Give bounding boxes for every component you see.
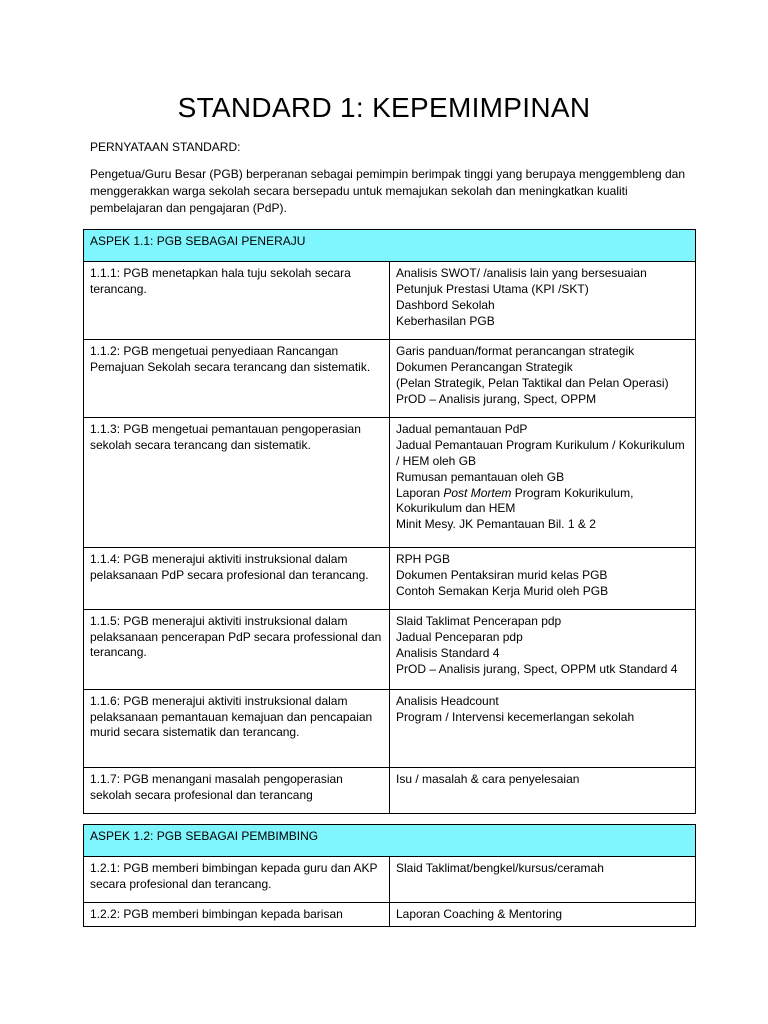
evidence-line: Laporan Post Mortem Program Kokurikulum, Kokurikulum dan HEM <box>396 485 634 515</box>
post-mortem-emphasis: Post Mortem <box>443 485 512 500</box>
evidence-line: Slaid Taklimat/bengkel/kursus/ceramah <box>396 861 604 875</box>
table-row <box>84 548 696 610</box>
evidence-line: Dokumen Perancangan Strategik <box>396 360 573 374</box>
evidence-line: Analisis Standard 4 <box>396 646 500 660</box>
item-1-2-2: 1.2.2: PGB memberi bimbingan kepada barisan <box>84 903 390 927</box>
table-row <box>84 340 696 418</box>
evidence-1-1-3 <box>390 418 696 548</box>
evidence-1-1-2 <box>390 340 696 418</box>
evidence-1-2-1 <box>390 857 696 903</box>
evidence-line: Dokumen Pentaksiran murid kelas PGB <box>396 568 608 582</box>
statement-text: Pengetua/Guru Besar (PGB) berperanan sebagai pemimpin berimpak tinggi yang berupaya menggembleng dan menggerakkan warga sekolah secara bersepadu untuk memajukan sekolah dan meningkatkan kualiti pembelajaran dan pengajaran (PdP). <box>90 167 686 215</box>
table-row <box>84 262 696 340</box>
evidence-line: Contoh Semakan Kerja Murid oleh PGB <box>396 584 609 598</box>
evidence-line: Isu / masalah & cara penyelesaian <box>396 772 580 786</box>
evidence-line: PrOD – Analisis jurang, Spect, OPPM <box>396 392 597 406</box>
evidence-line: Jadual Penceparan pdp <box>396 630 523 644</box>
evidence-1-1-5 <box>390 610 696 690</box>
evidence-1-1-4 <box>390 548 696 610</box>
evidence-line: Petunjuk Prestasi Utama (KPI /SKT) <box>396 282 589 296</box>
item-1-1-4: 1.1.4: PGB menerajui aktiviti instruksional dalam pelaksanaan PdP secara profesional dan terancang. <box>84 548 390 610</box>
evidence-1-1-6 <box>390 690 696 768</box>
statement-label: PERNYATAAN STANDARD: <box>90 140 241 154</box>
aspect-2-header: ASPEK 1.2: PGB SEBAGAI PEMBIMBING <box>84 825 696 857</box>
item-1-2-1: 1.2.1: PGB memberi bimbingan kepada guru dan AKP secara profesional dan terancang. <box>84 857 390 903</box>
table-row <box>84 610 696 690</box>
item-1-1-5: 1.1.5: PGB menerajui aktiviti instruksional dalam pelaksanaan pencerapan PdP secara professional dan terancang. <box>84 610 390 690</box>
table-row <box>84 768 696 814</box>
evidence-line: Laporan Coaching & Mentoring <box>396 907 563 921</box>
evidence-line: Slaid Taklimat Pencerapan pdp <box>396 614 562 628</box>
page-title: STANDARD 1: KEPEMIMPINAN <box>177 92 591 123</box>
evidence-1-1-7 <box>390 768 696 814</box>
evidence-line: Keberhasilan PGB <box>396 314 495 328</box>
evidence-line: RPH PGB <box>396 552 451 566</box>
table-row <box>84 418 696 548</box>
evidence-1-1-1 <box>390 262 696 340</box>
evidence-line: Jadual pemantauan PdP <box>396 422 528 436</box>
evidence-line: Jadual Pemantauan Program Kurikulum / Kokurikulum / HEM oleh GB <box>396 438 685 468</box>
evidence-line: Garis panduan/format perancangan strategik <box>396 344 635 358</box>
aspect-1-table <box>83 229 696 814</box>
table-row <box>84 857 696 903</box>
item-1-1-6: 1.1.6: PGB menerajui aktiviti instruksional dalam pelaksanaan pemantauan kemajuan dan pencapaian murid secara sistematik dan terancang. <box>84 690 390 768</box>
evidence-line: Rumusan pemantauan oleh GB <box>396 469 565 484</box>
aspect-1-header: ASPEK 1.1: PGB SEBAGAI PENERAJU <box>84 230 696 262</box>
evidence-line: Program / Intervensi kecemerlangan sekolah <box>396 710 635 724</box>
evidence-1-2-2 <box>390 903 696 927</box>
item-1-1-1: 1.1.1: PGB menetapkan hala tuju sekolah secara terancang. <box>84 262 390 340</box>
item-1-1-2: 1.1.2: PGB mengetuai penyediaan Rancangan Pemajuan Sekolah secara terancang dan sistematik. <box>84 340 390 418</box>
evidence-line: Minit Mesy. JK Pemantauan Bil. 1 & 2 <box>396 517 596 531</box>
evidence-line: Analisis Headcount <box>396 694 499 708</box>
table-row <box>84 690 696 768</box>
table-row <box>84 903 696 927</box>
evidence-line: PrOD – Analisis jurang, Spect, OPPM utk Standard 4 <box>396 662 678 676</box>
evidence-line: Analisis SWOT/ /analisis lain yang bersesuaian <box>396 266 647 280</box>
aspect-2-table <box>83 824 696 927</box>
item-1-1-7: 1.1.7: PGB menangani masalah pengoperasian sekolah secara profesional dan terancang <box>84 768 390 814</box>
evidence-line: (Pelan Strategik, Pelan Taktikal dan Pelan Operasi) <box>396 376 669 390</box>
item-1-1-3: 1.1.3: PGB mengetuai pemantauan pengoperasian sekolah secara terancang dan sistematik. <box>84 418 390 548</box>
evidence-line: Dashbord Sekolah <box>396 298 495 312</box>
